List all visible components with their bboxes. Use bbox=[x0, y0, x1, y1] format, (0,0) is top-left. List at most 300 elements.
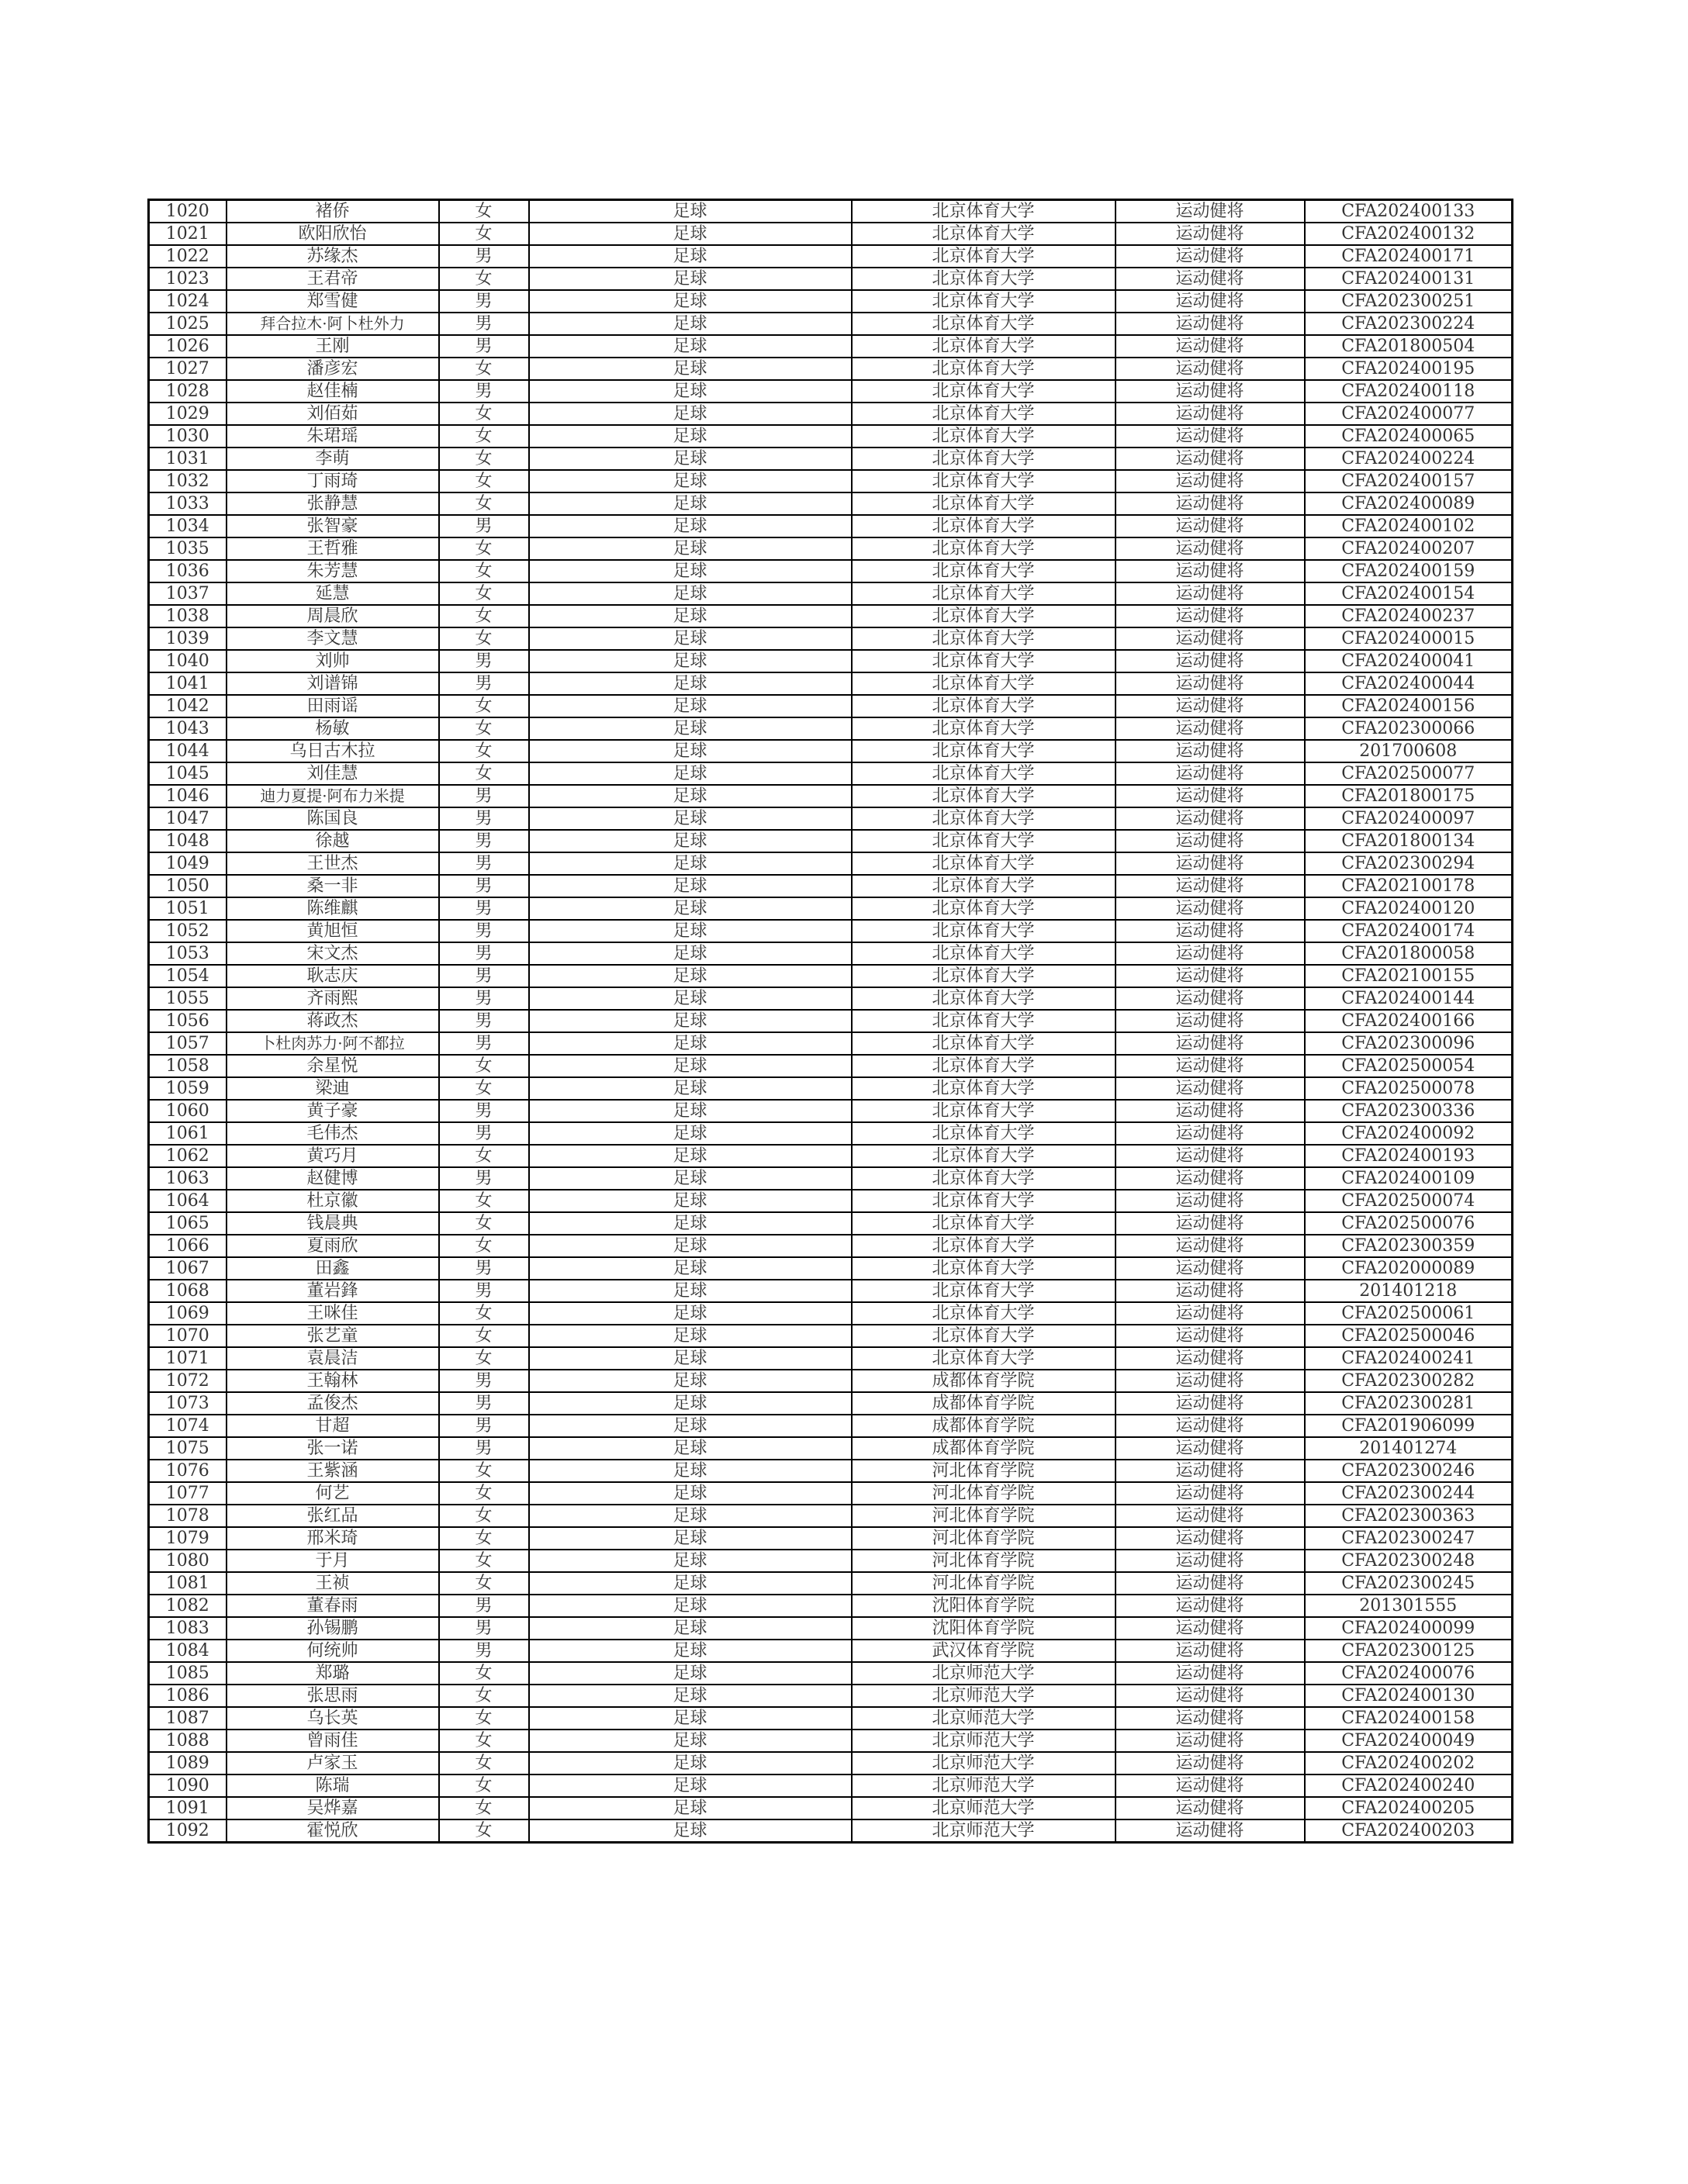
gender-cell: 男 bbox=[439, 672, 529, 695]
name-cell: 卢家玉 bbox=[227, 1752, 439, 1774]
institution-cell: 北京体育大学 bbox=[852, 1190, 1116, 1212]
row-number-cell: 1055 bbox=[149, 987, 227, 1010]
name-cell: 李文慧 bbox=[227, 627, 439, 650]
name-cell: 桑一非 bbox=[227, 875, 439, 897]
institution-cell: 河北体育学院 bbox=[852, 1482, 1116, 1505]
table-row bbox=[149, 1302, 1513, 1325]
gender-cell: 男 bbox=[439, 942, 529, 965]
certificate-number-cell: CFA202400154 bbox=[1305, 582, 1513, 605]
table-row bbox=[149, 695, 1513, 717]
grade-cell: 运动健将 bbox=[1116, 1122, 1305, 1145]
row-number-cell: 1038 bbox=[149, 605, 227, 627]
institution-cell: 北京体育大学 bbox=[852, 650, 1116, 672]
gender-cell: 男 bbox=[439, 1122, 529, 1145]
table-row bbox=[149, 223, 1513, 245]
sport-cell: 足球 bbox=[529, 245, 852, 268]
gender-cell: 女 bbox=[439, 1482, 529, 1505]
name-cell: 钱晨典 bbox=[227, 1212, 439, 1235]
name-cell: 潘彦宏 bbox=[227, 358, 439, 380]
row-number-cell: 1027 bbox=[149, 358, 227, 380]
certificate-number-cell: CFA201800504 bbox=[1305, 335, 1513, 358]
row-number-cell: 1031 bbox=[149, 448, 227, 470]
grade-cell: 运动健将 bbox=[1116, 1505, 1305, 1527]
institution-cell: 北京体育大学 bbox=[852, 987, 1116, 1010]
row-number-cell: 1068 bbox=[149, 1280, 227, 1302]
grade-cell: 运动健将 bbox=[1116, 605, 1305, 627]
certificate-number-cell: CFA202400065 bbox=[1305, 425, 1513, 448]
institution-cell: 北京体育大学 bbox=[852, 672, 1116, 695]
gender-cell: 女 bbox=[439, 740, 529, 762]
sport-cell: 足球 bbox=[529, 1302, 852, 1325]
sport-cell: 足球 bbox=[529, 942, 852, 965]
institution-cell: 沈阳体育学院 bbox=[852, 1595, 1116, 1617]
institution-cell: 北京体育大学 bbox=[852, 1010, 1116, 1032]
sport-cell: 足球 bbox=[529, 1572, 852, 1595]
row-number-cell: 1064 bbox=[149, 1190, 227, 1212]
table-row bbox=[149, 448, 1513, 470]
name-cell: 张思雨 bbox=[227, 1685, 439, 1707]
certificate-number-cell: CFA202400144 bbox=[1305, 987, 1513, 1010]
name-cell: 杜京徽 bbox=[227, 1190, 439, 1212]
gender-cell: 女 bbox=[439, 762, 529, 785]
gender-cell: 女 bbox=[439, 1797, 529, 1819]
name-cell: 赵佳楠 bbox=[227, 380, 439, 403]
name-cell: 郑雪健 bbox=[227, 290, 439, 313]
gender-cell: 男 bbox=[439, 1100, 529, 1122]
gender-cell: 女 bbox=[439, 1347, 529, 1370]
institution-cell: 北京体育大学 bbox=[852, 335, 1116, 358]
sport-cell: 足球 bbox=[529, 1505, 852, 1527]
row-number-cell: 1074 bbox=[149, 1415, 227, 1437]
certificate-number-cell: CFA202400159 bbox=[1305, 560, 1513, 582]
name-cell: 刘帅 bbox=[227, 650, 439, 672]
grade-cell: 运动健将 bbox=[1116, 920, 1305, 942]
gender-cell: 女 bbox=[439, 1325, 529, 1347]
sport-cell: 足球 bbox=[529, 852, 852, 875]
name-cell: 何统帅 bbox=[227, 1640, 439, 1662]
grade-cell: 运动健将 bbox=[1116, 1392, 1305, 1415]
sport-cell: 足球 bbox=[529, 268, 852, 290]
table-row bbox=[149, 1662, 1513, 1685]
table-row bbox=[149, 875, 1513, 897]
gender-cell: 女 bbox=[439, 448, 529, 470]
name-cell: 张智豪 bbox=[227, 515, 439, 537]
institution-cell: 北京体育大学 bbox=[852, 537, 1116, 560]
name-cell: 朱珺瑶 bbox=[227, 425, 439, 448]
row-number-cell: 1076 bbox=[149, 1460, 227, 1482]
grade-cell: 运动健将 bbox=[1116, 1415, 1305, 1437]
certificate-number-cell: CFA202400120 bbox=[1305, 897, 1513, 920]
grade-cell: 运动健将 bbox=[1116, 1032, 1305, 1055]
gender-cell: 女 bbox=[439, 537, 529, 560]
sport-cell: 足球 bbox=[529, 1257, 852, 1280]
name-cell: 吴烨嘉 bbox=[227, 1797, 439, 1819]
name-cell: 王君帝 bbox=[227, 268, 439, 290]
institution-cell: 北京体育大学 bbox=[852, 695, 1116, 717]
name-cell: 陈国良 bbox=[227, 807, 439, 830]
grade-cell: 运动健将 bbox=[1116, 492, 1305, 515]
certificate-number-cell: CFA202400089 bbox=[1305, 492, 1513, 515]
table-row bbox=[149, 1122, 1513, 1145]
name-cell: 卜杜肉苏力·阿不都拉 bbox=[227, 1032, 439, 1055]
table-row bbox=[149, 672, 1513, 695]
table-row bbox=[149, 785, 1513, 807]
institution-cell: 北京师范大学 bbox=[852, 1707, 1116, 1730]
certificate-number-cell: CFA202300247 bbox=[1305, 1527, 1513, 1550]
name-cell: 夏雨欣 bbox=[227, 1235, 439, 1257]
name-cell: 陈维麒 bbox=[227, 897, 439, 920]
row-number-cell: 1060 bbox=[149, 1100, 227, 1122]
sport-cell: 足球 bbox=[529, 1032, 852, 1055]
table-row bbox=[149, 1572, 1513, 1595]
name-cell: 郑璐 bbox=[227, 1662, 439, 1685]
row-number-cell: 1020 bbox=[149, 200, 227, 223]
row-number-cell: 1042 bbox=[149, 695, 227, 717]
gender-cell: 女 bbox=[439, 1572, 529, 1595]
table-row bbox=[149, 470, 1513, 492]
gender-cell: 女 bbox=[439, 1774, 529, 1797]
grade-cell: 运动健将 bbox=[1116, 942, 1305, 965]
grade-cell: 运动健将 bbox=[1116, 223, 1305, 245]
sport-cell: 足球 bbox=[529, 1325, 852, 1347]
table-row bbox=[149, 762, 1513, 785]
sport-cell: 足球 bbox=[529, 627, 852, 650]
institution-cell: 北京体育大学 bbox=[852, 1167, 1116, 1190]
gender-cell: 男 bbox=[439, 897, 529, 920]
name-cell: 王翰林 bbox=[227, 1370, 439, 1392]
certificate-number-cell: CFA202400130 bbox=[1305, 1685, 1513, 1707]
gender-cell: 女 bbox=[439, 1527, 529, 1550]
sport-cell: 足球 bbox=[529, 1167, 852, 1190]
gender-cell: 女 bbox=[439, 492, 529, 515]
grade-cell: 运动健将 bbox=[1116, 1707, 1305, 1730]
institution-cell: 北京体育大学 bbox=[852, 448, 1116, 470]
name-cell: 王咪佳 bbox=[227, 1302, 439, 1325]
name-cell: 黄子豪 bbox=[227, 1100, 439, 1122]
certificate-number-cell: CFA202500076 bbox=[1305, 1212, 1513, 1235]
institution-cell: 北京体育大学 bbox=[852, 380, 1116, 403]
table-row bbox=[149, 965, 1513, 987]
table-row bbox=[149, 1505, 1513, 1527]
row-number-cell: 1023 bbox=[149, 268, 227, 290]
sport-cell: 足球 bbox=[529, 605, 852, 627]
grade-cell: 运动健将 bbox=[1116, 762, 1305, 785]
institution-cell: 北京体育大学 bbox=[852, 942, 1116, 965]
certificate-number-cell: CFA201906099 bbox=[1305, 1415, 1513, 1437]
sport-cell: 足球 bbox=[529, 1280, 852, 1302]
certificate-number-cell: CFA202500078 bbox=[1305, 1077, 1513, 1100]
sport-cell: 足球 bbox=[529, 1685, 852, 1707]
grade-cell: 运动健将 bbox=[1116, 987, 1305, 1010]
row-number-cell: 1087 bbox=[149, 1707, 227, 1730]
name-cell: 拜合拉木·阿卜杜外力 bbox=[227, 313, 439, 335]
name-cell: 黄巧月 bbox=[227, 1145, 439, 1167]
gender-cell: 女 bbox=[439, 200, 529, 223]
gender-cell: 男 bbox=[439, 245, 529, 268]
institution-cell: 北京体育大学 bbox=[852, 560, 1116, 582]
row-number-cell: 1072 bbox=[149, 1370, 227, 1392]
grade-cell: 运动健将 bbox=[1116, 1685, 1305, 1707]
sport-cell: 足球 bbox=[529, 1774, 852, 1797]
certificate-number-cell: 201401218 bbox=[1305, 1280, 1513, 1302]
sport-cell: 足球 bbox=[529, 560, 852, 582]
table-row bbox=[149, 1212, 1513, 1235]
gender-cell: 男 bbox=[439, 1032, 529, 1055]
table-row bbox=[149, 627, 1513, 650]
row-number-cell: 1088 bbox=[149, 1730, 227, 1752]
row-number-cell: 1051 bbox=[149, 897, 227, 920]
grade-cell: 运动健将 bbox=[1116, 1482, 1305, 1505]
gender-cell: 女 bbox=[439, 627, 529, 650]
table-row bbox=[149, 1550, 1513, 1572]
gender-cell: 女 bbox=[439, 1145, 529, 1167]
gender-cell: 女 bbox=[439, 717, 529, 740]
sport-cell: 足球 bbox=[529, 200, 852, 223]
table-row bbox=[149, 1730, 1513, 1752]
table-row bbox=[149, 1774, 1513, 1797]
row-number-cell: 1065 bbox=[149, 1212, 227, 1235]
certificate-number-cell: CFA202300244 bbox=[1305, 1482, 1513, 1505]
row-number-cell: 1067 bbox=[149, 1257, 227, 1280]
grade-cell: 运动健将 bbox=[1116, 537, 1305, 560]
grade-cell: 运动健将 bbox=[1116, 1437, 1305, 1460]
table-row bbox=[149, 1752, 1513, 1774]
gender-cell: 男 bbox=[439, 1617, 529, 1640]
row-number-cell: 1041 bbox=[149, 672, 227, 695]
row-number-cell: 1071 bbox=[149, 1347, 227, 1370]
grade-cell: 运动健将 bbox=[1116, 1460, 1305, 1482]
row-number-cell: 1035 bbox=[149, 537, 227, 560]
gender-cell: 男 bbox=[439, 1595, 529, 1617]
gender-cell: 男 bbox=[439, 830, 529, 852]
sport-cell: 足球 bbox=[529, 335, 852, 358]
certificate-number-cell: CFA202400240 bbox=[1305, 1774, 1513, 1797]
grade-cell: 运动健将 bbox=[1116, 245, 1305, 268]
grade-cell: 运动健将 bbox=[1116, 313, 1305, 335]
name-cell: 董岩鋒 bbox=[227, 1280, 439, 1302]
name-cell: 欧阳欣怡 bbox=[227, 223, 439, 245]
institution-cell: 河北体育学院 bbox=[852, 1572, 1116, 1595]
certificate-number-cell: CFA202000089 bbox=[1305, 1257, 1513, 1280]
name-cell: 于月 bbox=[227, 1550, 439, 1572]
institution-cell: 北京体育大学 bbox=[852, 1100, 1116, 1122]
row-number-cell: 1026 bbox=[149, 335, 227, 358]
gender-cell: 女 bbox=[439, 560, 529, 582]
grade-cell: 运动健将 bbox=[1116, 1640, 1305, 1662]
name-cell: 田雨谣 bbox=[227, 695, 439, 717]
sport-cell: 足球 bbox=[529, 875, 852, 897]
gender-cell: 男 bbox=[439, 515, 529, 537]
gender-cell: 男 bbox=[439, 1640, 529, 1662]
name-cell: 刘佳慧 bbox=[227, 762, 439, 785]
certificate-number-cell: CFA202400158 bbox=[1305, 1707, 1513, 1730]
grade-cell: 运动健将 bbox=[1116, 807, 1305, 830]
institution-cell: 北京体育大学 bbox=[852, 245, 1116, 268]
sport-cell: 足球 bbox=[529, 695, 852, 717]
institution-cell: 北京师范大学 bbox=[852, 1730, 1116, 1752]
gender-cell: 女 bbox=[439, 1077, 529, 1100]
grade-cell: 运动健将 bbox=[1116, 627, 1305, 650]
gender-cell: 女 bbox=[439, 470, 529, 492]
gender-cell: 男 bbox=[439, 1010, 529, 1032]
certificate-number-cell: CFA202300281 bbox=[1305, 1392, 1513, 1415]
grade-cell: 运动健将 bbox=[1116, 1302, 1305, 1325]
sport-cell: 足球 bbox=[529, 313, 852, 335]
name-cell: 齐雨熙 bbox=[227, 987, 439, 1010]
row-number-cell: 1053 bbox=[149, 942, 227, 965]
institution-cell: 北京师范大学 bbox=[852, 1752, 1116, 1774]
certificate-number-cell: CFA202500077 bbox=[1305, 762, 1513, 785]
certificate-number-cell: CFA202300363 bbox=[1305, 1505, 1513, 1527]
institution-cell: 北京体育大学 bbox=[852, 1122, 1116, 1145]
sport-cell: 足球 bbox=[529, 785, 852, 807]
institution-cell: 北京体育大学 bbox=[852, 1212, 1116, 1235]
certificate-number-cell: CFA202400109 bbox=[1305, 1167, 1513, 1190]
name-cell: 袁晨洁 bbox=[227, 1347, 439, 1370]
name-cell: 苏缘杰 bbox=[227, 245, 439, 268]
name-cell: 迪力夏提·阿布力米提 bbox=[227, 785, 439, 807]
table-row bbox=[149, 403, 1513, 425]
row-number-cell: 1078 bbox=[149, 1505, 227, 1527]
sport-cell: 足球 bbox=[529, 1437, 852, 1460]
gender-cell: 男 bbox=[439, 1167, 529, 1190]
row-number-cell: 1045 bbox=[149, 762, 227, 785]
row-number-cell: 1059 bbox=[149, 1077, 227, 1100]
institution-cell: 北京师范大学 bbox=[852, 1662, 1116, 1685]
table-row bbox=[149, 1685, 1513, 1707]
table-row bbox=[149, 290, 1513, 313]
row-number-cell: 1036 bbox=[149, 560, 227, 582]
sport-cell: 足球 bbox=[529, 1752, 852, 1774]
row-number-cell: 1070 bbox=[149, 1325, 227, 1347]
grade-cell: 运动健将 bbox=[1116, 740, 1305, 762]
grade-cell: 运动健将 bbox=[1116, 1190, 1305, 1212]
sport-cell: 足球 bbox=[529, 1212, 852, 1235]
row-number-cell: 1075 bbox=[149, 1437, 227, 1460]
certificate-number-cell: CFA202300066 bbox=[1305, 717, 1513, 740]
certificate-number-cell: CFA202300246 bbox=[1305, 1460, 1513, 1482]
row-number-cell: 1028 bbox=[149, 380, 227, 403]
institution-cell: 北京体育大学 bbox=[852, 807, 1116, 830]
grade-cell: 运动健将 bbox=[1116, 1325, 1305, 1347]
row-number-cell: 1057 bbox=[149, 1032, 227, 1055]
certificate-number-cell: CFA202400207 bbox=[1305, 537, 1513, 560]
row-number-cell: 1044 bbox=[149, 740, 227, 762]
certificate-number-cell: CFA202400102 bbox=[1305, 515, 1513, 537]
name-cell: 杨敏 bbox=[227, 717, 439, 740]
row-number-cell: 1086 bbox=[149, 1685, 227, 1707]
name-cell: 张一诺 bbox=[227, 1437, 439, 1460]
grade-cell: 运动健将 bbox=[1116, 1010, 1305, 1032]
row-number-cell: 1084 bbox=[149, 1640, 227, 1662]
grade-cell: 运动健将 bbox=[1116, 290, 1305, 313]
gender-cell: 男 bbox=[439, 1257, 529, 1280]
certificate-number-cell: CFA202400203 bbox=[1305, 1819, 1513, 1843]
gender-cell: 男 bbox=[439, 1437, 529, 1460]
row-number-cell: 1024 bbox=[149, 290, 227, 313]
sport-cell: 足球 bbox=[529, 1482, 852, 1505]
table-row bbox=[149, 335, 1513, 358]
table-row bbox=[149, 1280, 1513, 1302]
sport-cell: 足球 bbox=[529, 403, 852, 425]
institution-cell: 北京体育大学 bbox=[852, 1325, 1116, 1347]
table-row bbox=[149, 1235, 1513, 1257]
row-number-cell: 1022 bbox=[149, 245, 227, 268]
row-number-cell: 1079 bbox=[149, 1527, 227, 1550]
row-number-cell: 1048 bbox=[149, 830, 227, 852]
name-cell: 张艺童 bbox=[227, 1325, 439, 1347]
institution-cell: 北京体育大学 bbox=[852, 920, 1116, 942]
certificate-number-cell: CFA202400077 bbox=[1305, 403, 1513, 425]
gender-cell: 女 bbox=[439, 1235, 529, 1257]
table-row bbox=[149, 1010, 1513, 1032]
grade-cell: 运动健将 bbox=[1116, 448, 1305, 470]
gender-cell: 女 bbox=[439, 358, 529, 380]
row-number-cell: 1066 bbox=[149, 1235, 227, 1257]
row-number-cell: 1080 bbox=[149, 1550, 227, 1572]
certificate-number-cell: CFA201800058 bbox=[1305, 942, 1513, 965]
certificate-number-cell: CFA202400133 bbox=[1305, 200, 1513, 223]
athlete-table bbox=[147, 199, 1513, 1844]
name-cell: 王哲雅 bbox=[227, 537, 439, 560]
grade-cell: 运动健将 bbox=[1116, 875, 1305, 897]
grade-cell: 运动健将 bbox=[1116, 582, 1305, 605]
table-row bbox=[149, 1437, 1513, 1460]
certificate-number-cell: CFA202400015 bbox=[1305, 627, 1513, 650]
institution-cell: 成都体育学院 bbox=[852, 1392, 1116, 1415]
sport-cell: 足球 bbox=[529, 1122, 852, 1145]
gender-cell: 男 bbox=[439, 965, 529, 987]
name-cell: 何艺 bbox=[227, 1482, 439, 1505]
grade-cell: 运动健将 bbox=[1116, 650, 1305, 672]
row-number-cell: 1032 bbox=[149, 470, 227, 492]
name-cell: 董春雨 bbox=[227, 1595, 439, 1617]
row-number-cell: 1085 bbox=[149, 1662, 227, 1685]
sport-cell: 足球 bbox=[529, 830, 852, 852]
name-cell: 周晨欣 bbox=[227, 605, 439, 627]
table-row bbox=[149, 1145, 1513, 1167]
row-number-cell: 1083 bbox=[149, 1617, 227, 1640]
institution-cell: 河北体育学院 bbox=[852, 1505, 1116, 1527]
grade-cell: 运动健将 bbox=[1116, 1617, 1305, 1640]
institution-cell: 北京体育大学 bbox=[852, 582, 1116, 605]
certificate-number-cell: CFA202300245 bbox=[1305, 1572, 1513, 1595]
grade-cell: 运动健将 bbox=[1116, 425, 1305, 448]
certificate-number-cell: CFA202400132 bbox=[1305, 223, 1513, 245]
table-row bbox=[149, 1415, 1513, 1437]
name-cell: 张静慧 bbox=[227, 492, 439, 515]
sport-cell: 足球 bbox=[529, 1145, 852, 1167]
grade-cell: 运动健将 bbox=[1116, 717, 1305, 740]
name-cell: 孟俊杰 bbox=[227, 1392, 439, 1415]
row-number-cell: 1040 bbox=[149, 650, 227, 672]
institution-cell: 北京体育大学 bbox=[852, 200, 1116, 223]
certificate-number-cell: CFA202400156 bbox=[1305, 695, 1513, 717]
gender-cell: 女 bbox=[439, 1730, 529, 1752]
sport-cell: 足球 bbox=[529, 582, 852, 605]
name-cell: 乌长英 bbox=[227, 1707, 439, 1730]
sport-cell: 足球 bbox=[529, 1235, 852, 1257]
grade-cell: 运动健将 bbox=[1116, 695, 1305, 717]
name-cell: 王世杰 bbox=[227, 852, 439, 875]
table-row bbox=[149, 358, 1513, 380]
certificate-number-cell: CFA202400205 bbox=[1305, 1797, 1513, 1819]
gender-cell: 男 bbox=[439, 1280, 529, 1302]
grade-cell: 运动健将 bbox=[1116, 1797, 1305, 1819]
sport-cell: 足球 bbox=[529, 1190, 852, 1212]
grade-cell: 运动健将 bbox=[1116, 965, 1305, 987]
institution-cell: 北京体育大学 bbox=[852, 1280, 1116, 1302]
